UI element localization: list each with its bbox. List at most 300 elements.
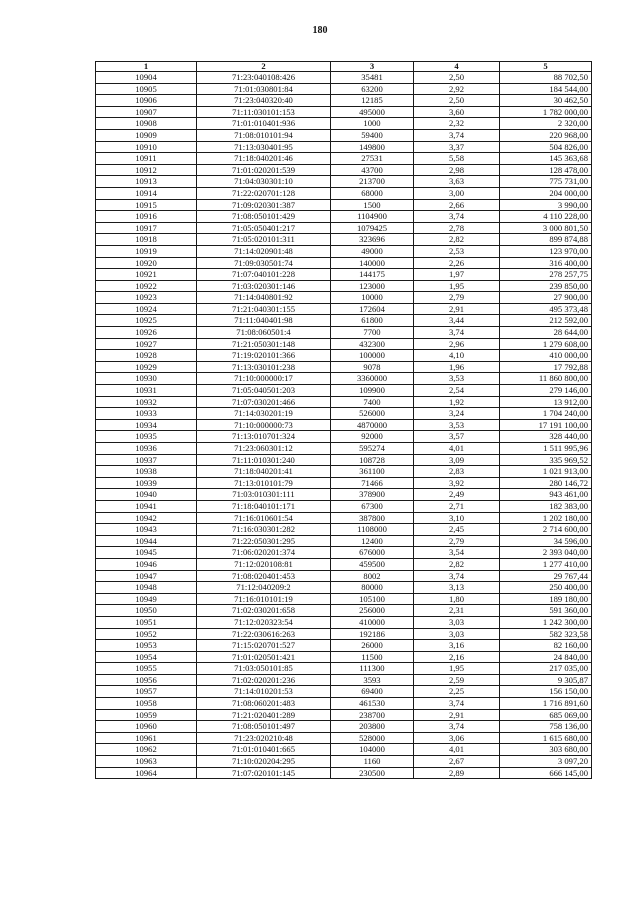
cell-area: 43700 bbox=[331, 164, 414, 176]
cell-value: 1 615 680,00 bbox=[500, 732, 592, 744]
cell-area: 595274 bbox=[331, 443, 414, 455]
cell-area: 172604 bbox=[331, 303, 414, 315]
column-header-2: 2 bbox=[197, 62, 331, 72]
cell-cadastral-number: 71:08:060201:483 bbox=[197, 698, 331, 710]
cell-cadastral-number: 71:10:000000:73 bbox=[197, 419, 331, 431]
table-row bbox=[96, 408, 592, 420]
cell-value: 128 478,00 bbox=[500, 164, 592, 176]
cell-value: 9 305,87 bbox=[500, 674, 592, 686]
cell-rate: 3,37 bbox=[414, 141, 500, 153]
cell-cadastral-number: 71:22:050301:295 bbox=[197, 535, 331, 547]
cell-number: 10905 bbox=[96, 83, 197, 95]
table-row bbox=[96, 582, 592, 594]
cell-cadastral-number: 71:03:020301:146 bbox=[197, 280, 331, 292]
table-row bbox=[96, 373, 592, 385]
cell-value: 666 145,00 bbox=[500, 767, 592, 779]
cell-number: 10907 bbox=[96, 106, 197, 118]
cell-value: 582 323,58 bbox=[500, 628, 592, 640]
cell-rate: 3,57 bbox=[414, 431, 500, 443]
cell-value: 1 279 608,00 bbox=[500, 338, 592, 350]
cell-number: 10945 bbox=[96, 547, 197, 559]
table-row bbox=[96, 141, 592, 153]
table-row bbox=[96, 269, 592, 281]
cell-value: 504 826,00 bbox=[500, 141, 592, 153]
cell-area: 10000 bbox=[331, 292, 414, 304]
cell-number: 10962 bbox=[96, 744, 197, 756]
cell-rate: 3,74 bbox=[414, 570, 500, 582]
cell-cadastral-number: 71:01:010401:936 bbox=[197, 118, 331, 130]
cell-number: 10913 bbox=[96, 176, 197, 188]
cell-area: 71466 bbox=[331, 477, 414, 489]
cell-number: 10961 bbox=[96, 732, 197, 744]
cell-number: 10917 bbox=[96, 222, 197, 234]
cell-value: 943 461,00 bbox=[500, 489, 592, 501]
cell-cadastral-number: 71:21:040301:155 bbox=[197, 303, 331, 315]
cell-cadastral-number: 71:09:020301:387 bbox=[197, 199, 331, 211]
cell-cadastral-number: 71:01:020201:539 bbox=[197, 164, 331, 176]
cell-rate: 3,00 bbox=[414, 187, 500, 199]
cell-number: 10944 bbox=[96, 535, 197, 547]
cell-rate: 3,24 bbox=[414, 408, 500, 420]
cell-value: 758 136,00 bbox=[500, 721, 592, 733]
cell-cadastral-number: 71:06:020201:374 bbox=[197, 547, 331, 559]
cell-value: 2 714 600,00 bbox=[500, 524, 592, 536]
cell-cadastral-number: 71:07:030201:466 bbox=[197, 396, 331, 408]
cell-area: 35481 bbox=[331, 72, 414, 84]
cell-rate: 2,83 bbox=[414, 466, 500, 478]
table-row bbox=[96, 315, 592, 327]
cell-area: 144175 bbox=[331, 269, 414, 281]
cell-value: 145 363,68 bbox=[500, 153, 592, 165]
cell-rate: 3,53 bbox=[414, 419, 500, 431]
cell-rate: 3,13 bbox=[414, 582, 500, 594]
cell-value: 2 393 040,00 bbox=[500, 547, 592, 559]
table-row bbox=[96, 709, 592, 721]
column-header-5: 5 bbox=[500, 62, 592, 72]
cell-number: 10923 bbox=[96, 292, 197, 304]
cell-area: 213700 bbox=[331, 176, 414, 188]
cell-area: 192186 bbox=[331, 628, 414, 640]
cell-area: 4870000 bbox=[331, 419, 414, 431]
cell-area: 49000 bbox=[331, 245, 414, 257]
cell-area: 1500 bbox=[331, 199, 414, 211]
cell-area: 12185 bbox=[331, 95, 414, 107]
cell-cadastral-number: 71:11:010301:240 bbox=[197, 454, 331, 466]
cell-cadastral-number: 71:08:060501:4 bbox=[197, 327, 331, 339]
cell-cadastral-number: 71:02:030201:658 bbox=[197, 605, 331, 617]
cell-area: 92000 bbox=[331, 431, 414, 443]
cell-value: 13 912,00 bbox=[500, 396, 592, 408]
cell-value: 3 990,00 bbox=[500, 199, 592, 211]
cell-rate: 3,10 bbox=[414, 512, 500, 524]
cell-area: 69400 bbox=[331, 686, 414, 698]
cell-value: 88 702,50 bbox=[500, 72, 592, 84]
cell-number: 10942 bbox=[96, 512, 197, 524]
cell-cadastral-number: 71:12:040209:2 bbox=[197, 582, 331, 594]
table-header bbox=[96, 62, 592, 72]
cell-cadastral-number: 71:16:010601:54 bbox=[197, 512, 331, 524]
cell-number: 10956 bbox=[96, 674, 197, 686]
cell-area: 67300 bbox=[331, 500, 414, 512]
table-row bbox=[96, 129, 592, 141]
cell-area: 230500 bbox=[331, 767, 414, 779]
cell-area: 149800 bbox=[331, 141, 414, 153]
table-row bbox=[96, 350, 592, 362]
cell-rate: 2,78 bbox=[414, 222, 500, 234]
cell-rate: 3,74 bbox=[414, 327, 500, 339]
table-row bbox=[96, 443, 592, 455]
cell-cadastral-number: 71:23:020210:48 bbox=[197, 732, 331, 744]
cell-cadastral-number: 71:18:040201:41 bbox=[197, 466, 331, 478]
cell-number: 10952 bbox=[96, 628, 197, 640]
cell-rate: 2,79 bbox=[414, 292, 500, 304]
cell-number: 10915 bbox=[96, 199, 197, 211]
cell-cadastral-number: 71:09:030501:74 bbox=[197, 257, 331, 269]
table-body bbox=[96, 72, 592, 779]
cell-value: 3 097,20 bbox=[500, 756, 592, 768]
cell-rate: 2,91 bbox=[414, 303, 500, 315]
cell-rate: 2,67 bbox=[414, 756, 500, 768]
cell-value: 335 969,52 bbox=[500, 454, 592, 466]
cell-area: 1104900 bbox=[331, 211, 414, 223]
cell-value: 30 462,50 bbox=[500, 95, 592, 107]
cell-value: 1 242 300,00 bbox=[500, 616, 592, 628]
table-row bbox=[96, 385, 592, 397]
cell-value: 1 704 240,00 bbox=[500, 408, 592, 420]
cell-number: 10937 bbox=[96, 454, 197, 466]
cell-area: 238700 bbox=[331, 709, 414, 721]
cell-area: 104000 bbox=[331, 744, 414, 756]
table-row bbox=[96, 674, 592, 686]
cell-cadastral-number: 71:05:050401:217 bbox=[197, 222, 331, 234]
cell-number: 10957 bbox=[96, 686, 197, 698]
table-row bbox=[96, 640, 592, 652]
cell-number: 10946 bbox=[96, 558, 197, 570]
cell-area: 461530 bbox=[331, 698, 414, 710]
cell-rate: 3,54 bbox=[414, 547, 500, 559]
cell-rate: 2,26 bbox=[414, 257, 500, 269]
cell-rate: 2,89 bbox=[414, 767, 500, 779]
cell-number: 10951 bbox=[96, 616, 197, 628]
cell-rate: 2,31 bbox=[414, 605, 500, 617]
cell-cadastral-number: 71:13:030101:238 bbox=[197, 361, 331, 373]
cell-rate: 3,74 bbox=[414, 211, 500, 223]
cell-number: 10910 bbox=[96, 141, 197, 153]
cell-cadastral-number: 71:14:020901:48 bbox=[197, 245, 331, 257]
cell-area: 9078 bbox=[331, 361, 414, 373]
cell-rate: 2,25 bbox=[414, 686, 500, 698]
cell-rate: 3,53 bbox=[414, 373, 500, 385]
cell-number: 10914 bbox=[96, 187, 197, 199]
cell-number: 10909 bbox=[96, 129, 197, 141]
table-row bbox=[96, 118, 592, 130]
cell-number: 10928 bbox=[96, 350, 197, 362]
cell-rate: 1,95 bbox=[414, 280, 500, 292]
cell-rate: 1,97 bbox=[414, 269, 500, 281]
table-row bbox=[96, 477, 592, 489]
table-row bbox=[96, 234, 592, 246]
cell-value: 4 110 228,00 bbox=[500, 211, 592, 223]
cell-number: 10950 bbox=[96, 605, 197, 617]
cell-rate: 2,53 bbox=[414, 245, 500, 257]
page-number: 180 bbox=[312, 25, 328, 36]
cell-value: 899 874,88 bbox=[500, 234, 592, 246]
cell-area: 676000 bbox=[331, 547, 414, 559]
cell-area: 63200 bbox=[331, 83, 414, 95]
table-row bbox=[96, 663, 592, 675]
cell-rate: 3,92 bbox=[414, 477, 500, 489]
table-row bbox=[96, 419, 592, 431]
cell-number: 10926 bbox=[96, 327, 197, 339]
cell-area: 27531 bbox=[331, 153, 414, 165]
cell-number: 10912 bbox=[96, 164, 197, 176]
cell-value: 28 644,00 bbox=[500, 327, 592, 339]
cell-value: 775 731,00 bbox=[500, 176, 592, 188]
cell-area: 7400 bbox=[331, 396, 414, 408]
cell-cadastral-number: 71:08:050101:497 bbox=[197, 721, 331, 733]
cell-value: 279 146,00 bbox=[500, 385, 592, 397]
cell-value: 278 257,75 bbox=[500, 269, 592, 281]
cell-cadastral-number: 71:07:020101:145 bbox=[197, 767, 331, 779]
table-row bbox=[96, 303, 592, 315]
cell-rate: 2,98 bbox=[414, 164, 500, 176]
cell-area: 378900 bbox=[331, 489, 414, 501]
cell-value: 17 792,88 bbox=[500, 361, 592, 373]
cell-area: 59400 bbox=[331, 129, 414, 141]
cell-rate: 4,10 bbox=[414, 350, 500, 362]
cell-cadastral-number: 71:03:050101:85 bbox=[197, 663, 331, 675]
cell-rate: 2,50 bbox=[414, 95, 500, 107]
cell-number: 10948 bbox=[96, 582, 197, 594]
cell-area: 108728 bbox=[331, 454, 414, 466]
cell-value: 2 320,00 bbox=[500, 118, 592, 130]
cell-cadastral-number: 71:15:020701:527 bbox=[197, 640, 331, 652]
cell-cadastral-number: 71:08:050101:429 bbox=[197, 211, 331, 223]
cell-rate: 3,74 bbox=[414, 129, 500, 141]
cell-area: 80000 bbox=[331, 582, 414, 594]
table-row bbox=[96, 651, 592, 663]
cell-area: 109900 bbox=[331, 385, 414, 397]
cell-rate: 2,49 bbox=[414, 489, 500, 501]
cell-cadastral-number: 71:13:010701:324 bbox=[197, 431, 331, 443]
cell-number: 10927 bbox=[96, 338, 197, 350]
cell-value: 184 544,00 bbox=[500, 83, 592, 95]
cell-cadastral-number: 71:03:010301:111 bbox=[197, 489, 331, 501]
cell-cadastral-number: 71:14:030201:19 bbox=[197, 408, 331, 420]
cell-value: 27 900,00 bbox=[500, 292, 592, 304]
table-row bbox=[96, 767, 592, 779]
cell-number: 10916 bbox=[96, 211, 197, 223]
cell-cadastral-number: 71:12:020108:81 bbox=[197, 558, 331, 570]
cell-number: 10941 bbox=[96, 500, 197, 512]
cell-value: 34 596,00 bbox=[500, 535, 592, 547]
cell-rate: 1,92 bbox=[414, 396, 500, 408]
table-row bbox=[96, 593, 592, 605]
cell-number: 10924 bbox=[96, 303, 197, 315]
data-table bbox=[95, 61, 592, 779]
cell-number: 10949 bbox=[96, 593, 197, 605]
cell-number: 10925 bbox=[96, 315, 197, 327]
cell-cadastral-number: 71:07:040101:228 bbox=[197, 269, 331, 281]
cell-rate: 1,95 bbox=[414, 663, 500, 675]
cell-number: 10938 bbox=[96, 466, 197, 478]
cell-rate: 2,66 bbox=[414, 199, 500, 211]
cell-area: 12400 bbox=[331, 535, 414, 547]
cell-value: 24 840,00 bbox=[500, 651, 592, 663]
cell-area: 410000 bbox=[331, 616, 414, 628]
cell-rate: 2,82 bbox=[414, 234, 500, 246]
cell-value: 182 383,00 bbox=[500, 500, 592, 512]
table-row bbox=[96, 187, 592, 199]
cell-number: 10922 bbox=[96, 280, 197, 292]
column-header-3: 3 bbox=[331, 62, 414, 72]
cell-cadastral-number: 71:08:020401:453 bbox=[197, 570, 331, 582]
cell-number: 10931 bbox=[96, 385, 197, 397]
table-row bbox=[96, 570, 592, 582]
cell-cadastral-number: 71:04:030301:10 bbox=[197, 176, 331, 188]
cell-rate: 3,03 bbox=[414, 616, 500, 628]
cell-cadastral-number: 71:18:040201:46 bbox=[197, 153, 331, 165]
cell-number: 10960 bbox=[96, 721, 197, 733]
cell-value: 280 146,72 bbox=[500, 477, 592, 489]
cell-value: 685 069,00 bbox=[500, 709, 592, 721]
cell-area: 11500 bbox=[331, 651, 414, 663]
cell-cadastral-number: 71:01:020501:421 bbox=[197, 651, 331, 663]
cell-number: 10918 bbox=[96, 234, 197, 246]
cell-cadastral-number: 71:19:020101:366 bbox=[197, 350, 331, 362]
cell-value: 220 968,00 bbox=[500, 129, 592, 141]
cell-number: 10964 bbox=[96, 767, 197, 779]
cell-cadastral-number: 71:14:040801:92 bbox=[197, 292, 331, 304]
cell-rate: 2,82 bbox=[414, 558, 500, 570]
cell-value: 17 191 100,00 bbox=[500, 419, 592, 431]
cell-area: 1079425 bbox=[331, 222, 414, 234]
cell-cadastral-number: 71:18:040101:171 bbox=[197, 500, 331, 512]
cell-area: 105100 bbox=[331, 593, 414, 605]
cell-area: 8002 bbox=[331, 570, 414, 582]
cell-number: 10947 bbox=[96, 570, 197, 582]
cell-cadastral-number: 71:10:020204:295 bbox=[197, 756, 331, 768]
table-row bbox=[96, 211, 592, 223]
table-row bbox=[96, 431, 592, 443]
table-row bbox=[96, 512, 592, 524]
cell-area: 3593 bbox=[331, 674, 414, 686]
table-row bbox=[96, 721, 592, 733]
cell-number: 10906 bbox=[96, 95, 197, 107]
table-row bbox=[96, 106, 592, 118]
table-row bbox=[96, 500, 592, 512]
cell-rate: 3,16 bbox=[414, 640, 500, 652]
cell-rate: 4,01 bbox=[414, 744, 500, 756]
cell-rate: 2,71 bbox=[414, 500, 500, 512]
cell-rate: 5,58 bbox=[414, 153, 500, 165]
cell-value: 303 680,00 bbox=[500, 744, 592, 756]
cell-cadastral-number: 71:01:010401:665 bbox=[197, 744, 331, 756]
table-row bbox=[96, 616, 592, 628]
cell-cadastral-number: 71:11:030101:153 bbox=[197, 106, 331, 118]
cell-rate: 2,16 bbox=[414, 651, 500, 663]
cell-area: 256000 bbox=[331, 605, 414, 617]
cell-value: 410 000,00 bbox=[500, 350, 592, 362]
cell-area: 1108000 bbox=[331, 524, 414, 536]
cell-value: 1 021 913,00 bbox=[500, 466, 592, 478]
cell-rate: 2,45 bbox=[414, 524, 500, 536]
table-row bbox=[96, 756, 592, 768]
cell-area: 111300 bbox=[331, 663, 414, 675]
cell-cadastral-number: 71:13:010101:79 bbox=[197, 477, 331, 489]
cell-rate: 2,59 bbox=[414, 674, 500, 686]
cell-cadastral-number: 71:23:040108:426 bbox=[197, 72, 331, 84]
cell-area: 432300 bbox=[331, 338, 414, 350]
cell-area: 3360000 bbox=[331, 373, 414, 385]
cell-cadastral-number: 71:01:030801:84 bbox=[197, 83, 331, 95]
cell-number: 10940 bbox=[96, 489, 197, 501]
cell-cadastral-number: 71:23:040320:40 bbox=[197, 95, 331, 107]
cell-value: 1 511 995,96 bbox=[500, 443, 592, 455]
table-row bbox=[96, 95, 592, 107]
table-row bbox=[96, 292, 592, 304]
cell-area: 68000 bbox=[331, 187, 414, 199]
cell-cadastral-number: 71:14:010201:53 bbox=[197, 686, 331, 698]
cell-cadastral-number: 71:16:030301:282 bbox=[197, 524, 331, 536]
cell-area: 26000 bbox=[331, 640, 414, 652]
cell-cadastral-number: 71:05:040501:203 bbox=[197, 385, 331, 397]
table-row bbox=[96, 199, 592, 211]
cell-area: 7700 bbox=[331, 327, 414, 339]
cell-number: 10921 bbox=[96, 269, 197, 281]
cell-value: 1 202 180,00 bbox=[500, 512, 592, 524]
header-row bbox=[96, 62, 592, 72]
cell-value: 123 970,00 bbox=[500, 245, 592, 257]
cell-rate: 2,54 bbox=[414, 385, 500, 397]
cell-number: 10953 bbox=[96, 640, 197, 652]
cell-rate: 2,92 bbox=[414, 83, 500, 95]
cell-value: 1 716 891,60 bbox=[500, 698, 592, 710]
table-row bbox=[96, 524, 592, 536]
cell-rate: 3,09 bbox=[414, 454, 500, 466]
cell-area: 361100 bbox=[331, 466, 414, 478]
cell-rate: 2,79 bbox=[414, 535, 500, 547]
cell-value: 189 180,00 bbox=[500, 593, 592, 605]
cell-number: 10904 bbox=[96, 72, 197, 84]
cell-rate: 1,96 bbox=[414, 361, 500, 373]
cell-number: 10933 bbox=[96, 408, 197, 420]
cell-area: 123000 bbox=[331, 280, 414, 292]
cell-cadastral-number: 71:22:020701:128 bbox=[197, 187, 331, 199]
cell-number: 10935 bbox=[96, 431, 197, 443]
cell-cadastral-number: 71:02:020201:236 bbox=[197, 674, 331, 686]
cell-rate: 3,74 bbox=[414, 698, 500, 710]
cell-value: 591 360,00 bbox=[500, 605, 592, 617]
cell-number: 10934 bbox=[96, 419, 197, 431]
cell-number: 10958 bbox=[96, 698, 197, 710]
cell-value: 212 592,00 bbox=[500, 315, 592, 327]
table-row bbox=[96, 605, 592, 617]
table-row bbox=[96, 454, 592, 466]
cell-value: 29 767,44 bbox=[500, 570, 592, 582]
cell-rate: 1,80 bbox=[414, 593, 500, 605]
cell-value: 495 373,48 bbox=[500, 303, 592, 315]
cell-value: 156 150,00 bbox=[500, 686, 592, 698]
table-row bbox=[96, 164, 592, 176]
table-row bbox=[96, 396, 592, 408]
cell-rate: 2,32 bbox=[414, 118, 500, 130]
cell-value: 1 277 410,00 bbox=[500, 558, 592, 570]
table-row bbox=[96, 732, 592, 744]
table-row bbox=[96, 361, 592, 373]
cell-value: 328 440,00 bbox=[500, 431, 592, 443]
cell-cadastral-number: 71:05:020101:311 bbox=[197, 234, 331, 246]
